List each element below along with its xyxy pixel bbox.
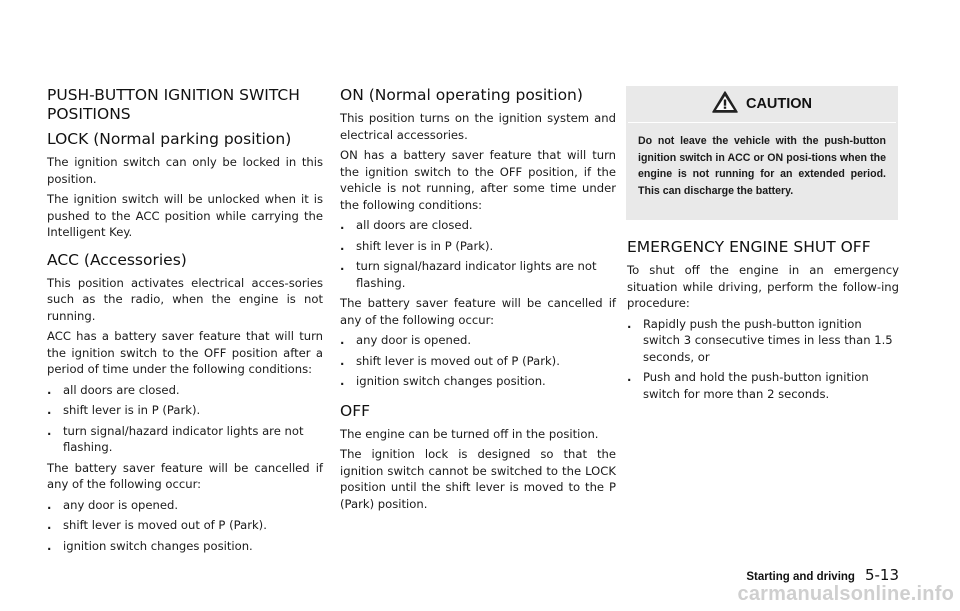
watermark: carmanualsonline.info <box>737 583 954 605</box>
warning-triangle-icon <box>712 91 738 117</box>
list-item: . Push and hold the push-button ignition switch for more than 2 seconds. <box>627 370 869 401</box>
lock-heading: LOCK (Normal parking position) <box>47 130 292 148</box>
list-item: . ignition switch changes position. <box>340 374 546 388</box>
bullet-dot: . <box>47 538 52 553</box>
on-paragraph-1: This position turns on the ignition system and electrical accessories. <box>340 111 616 142</box>
on-heading: ON (Normal operating position) <box>340 86 583 104</box>
caution-text: Do not leave the vehicle with the push-button ignition switch in ACC or ON posi-tions when the engine is not running for an extended period. This can discharge the battery. <box>638 135 886 197</box>
list-item: . shift lever is moved out of P (Park). <box>340 353 560 368</box>
acc-paragraph-2: ACC has a battery saver feature that will turn the ignition switch to the OFF position after a period of time under the following conditions: <box>47 329 323 376</box>
bullet-dot: . <box>340 374 345 388</box>
list-item: . Rapidly push the push-button ignition switch 3 consecutive times in less than 1.5 seconds, or <box>627 316 893 364</box>
emergency-paragraph: To shut off the engine in an emergency situation while driving, perform the follow-ing procedure: <box>627 263 899 310</box>
list-item: . turn signal/hazard indicator lights are not flashing. <box>47 423 304 454</box>
bullet-dot: . <box>47 423 52 438</box>
bullet-dot: . <box>340 259 345 273</box>
bullet-dot: . <box>340 333 345 347</box>
bullet-dot: . <box>47 382 52 397</box>
off-heading: OFF <box>340 401 371 420</box>
column-middle <box>340 86 616 516</box>
off-paragraph-1: The engine can be turned off in the position. <box>340 426 599 441</box>
on-paragraph-2: ON has a battery saver feature that will turn the ignition switch to the OFF position, if the vehicle is not running, after some time under the following conditions: <box>340 148 616 212</box>
list-item: . shift lever is in P (Park). <box>340 238 494 253</box>
list-item: . shift lever is moved out of P (Park). <box>47 518 267 532</box>
page-number: 5-13 <box>864 566 899 584</box>
on-paragraph-3: The battery saver feature will be cancelled if any of the following occur: <box>340 296 616 327</box>
caution-box <box>626 86 898 220</box>
list-item: . shift lever is in P (Park). <box>47 403 201 417</box>
list-item: . turn signal/hazard indicator lights are not flashing. <box>340 259 597 290</box>
list-item: . all doors are closed. <box>47 382 180 397</box>
bullet-dot: . <box>627 370 632 384</box>
bullet-dot: . <box>47 403 52 417</box>
column-right <box>627 86 899 406</box>
list-item: . any door is opened. <box>340 333 472 347</box>
caution-title: CAUTION <box>745 96 813 112</box>
acc-heading: ACC (Accessories) <box>47 250 187 269</box>
column-left <box>47 86 323 558</box>
bullet-dot: . <box>340 218 345 232</box>
page-footer <box>746 566 899 584</box>
acc-paragraph-3: The battery saver feature will be cancelled if any of the following occur: <box>47 460 323 491</box>
bullet-dot: . <box>340 353 345 368</box>
list-item: . all doors are closed. <box>340 218 473 232</box>
lock-paragraph-2: The ignition switch will be unlocked when it is pushed to the ACC position while carrying the Intelligent Key. <box>47 192 323 239</box>
acc-paragraph-1: This position activates electrical acces-sories such as the radio, when the engine is not running. <box>47 275 323 323</box>
list-item: . any door is opened. <box>47 497 179 512</box>
caution-header <box>626 86 898 122</box>
off-paragraph-2: The ignition lock is designed so that the ignition switch cannot be switched to the LOCK position until the shift lever is moved to the P (Park) position. <box>340 447 616 511</box>
lock-paragraph-1: The ignition switch can only be locked in this position. <box>47 155 323 186</box>
bullet-dot: . <box>47 497 52 512</box>
section-title: PUSH-BUTTON IGNITION SWITCH POSITIONS <box>47 86 300 123</box>
footer-section-title: Starting and driving <box>746 571 855 583</box>
list-item: . ignition switch changes position. <box>47 538 253 553</box>
emergency-heading: EMERGENCY ENGINE SHUT OFF <box>627 238 871 256</box>
bullet-dot: . <box>340 238 345 253</box>
bullet-dot: . <box>627 316 632 331</box>
bullet-dot: . <box>47 518 52 532</box>
